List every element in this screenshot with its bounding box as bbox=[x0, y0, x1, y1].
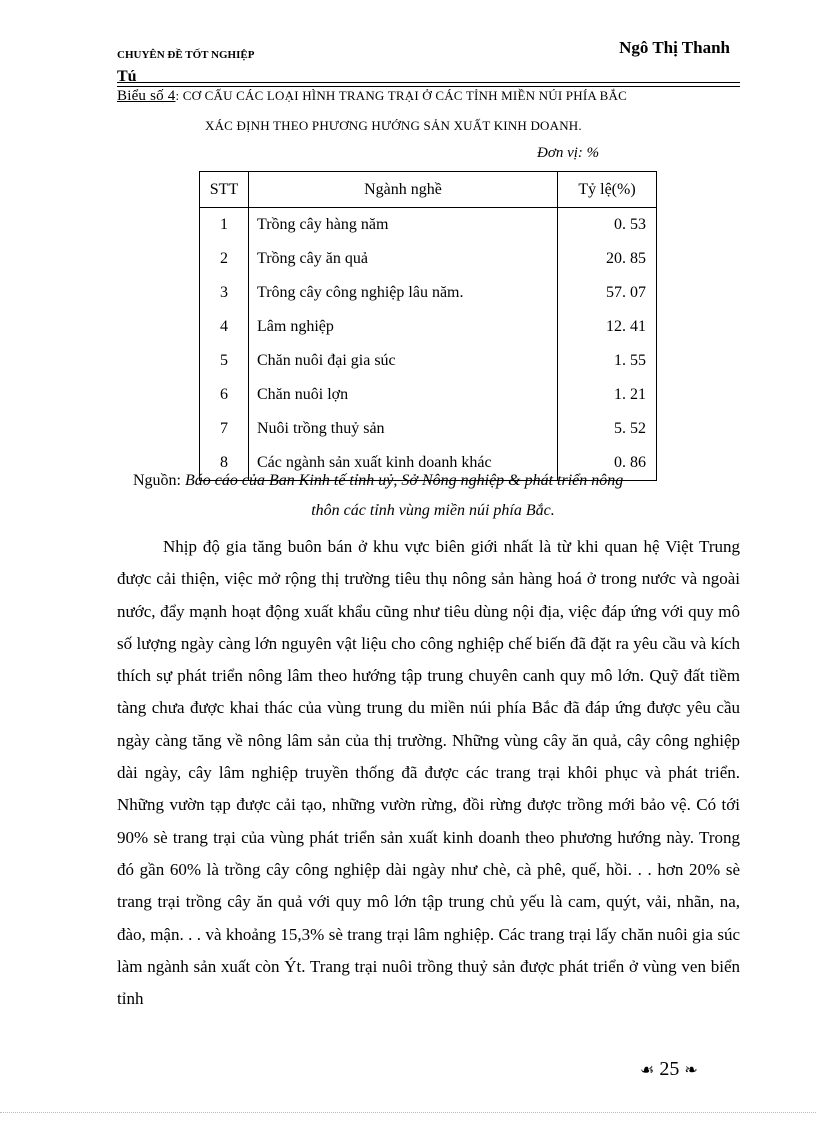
header-divider bbox=[117, 82, 740, 87]
row-sector: Lâm nghiệp bbox=[249, 310, 558, 344]
caption-subtitle: XÁC ĐỊNH THEO PHƯƠNG HƯỚNG SẢN XUẤT KINH DOANH. bbox=[205, 118, 582, 133]
page-number bbox=[640, 1058, 698, 1081]
table-row bbox=[200, 378, 657, 412]
row-sector: Chăn nuôi lợn bbox=[249, 378, 558, 412]
page-bottom-border bbox=[0, 1112, 816, 1113]
table-row bbox=[200, 242, 657, 276]
row-rate: 20. 85 bbox=[558, 242, 657, 276]
header-author: Ngô Thị Thanh bbox=[619, 38, 730, 57]
row-rate: 0. 86 bbox=[558, 446, 657, 481]
row-stt: 8 bbox=[200, 446, 249, 481]
col-header-stt: STT bbox=[200, 172, 249, 208]
col-header-rate: Tỷ lệ(%) bbox=[558, 172, 657, 208]
page-number-value: 25 bbox=[659, 1058, 680, 1080]
header-author-cont: Tú bbox=[117, 68, 137, 85]
caption-title: : CƠ CẤU CÁC LOẠI HÌNH TRANG TRẠI Ở CÁC TỈNH MIỀN NÚI PHÍA BẮC bbox=[175, 88, 627, 103]
row-sector: Chăn nuôi đại gia súc bbox=[249, 344, 558, 378]
table-row bbox=[200, 208, 657, 243]
row-rate: 57. 07 bbox=[558, 276, 657, 310]
row-stt: 6 bbox=[200, 378, 249, 412]
row-rate: 1. 55 bbox=[558, 344, 657, 378]
ornament-left-icon: ☙ bbox=[640, 1062, 655, 1079]
table-row bbox=[200, 276, 657, 310]
row-rate: 12. 41 bbox=[558, 310, 657, 344]
row-stt: 4 bbox=[200, 310, 249, 344]
row-sector: Trông cây công nghiệp lâu năm. bbox=[249, 276, 558, 310]
unit-label: Đơn vị: % bbox=[537, 145, 600, 161]
row-sector: Trồng cây hàng năm bbox=[249, 208, 558, 243]
row-sector: Các ngành sản xuất kinh doanh khác bbox=[249, 446, 558, 481]
row-sector: Nuôi trồng thuỷ sản bbox=[249, 412, 558, 446]
row-stt: 1 bbox=[200, 208, 249, 243]
header-subject: CHUYÊN ĐỀ TỐT NGHIỆP bbox=[117, 49, 255, 61]
table-row bbox=[200, 310, 657, 344]
table-caption bbox=[117, 88, 627, 105]
source-text-line1: Báo cáo của Ban Kinh tế tỉnh uỷ, Sở Nông nghiệp & phát triển nông bbox=[185, 472, 624, 489]
table-header-row bbox=[200, 172, 657, 208]
row-sector: Trồng cây ăn quả bbox=[249, 242, 558, 276]
row-stt: 5 bbox=[200, 344, 249, 378]
source-note bbox=[133, 466, 753, 526]
row-stt: 2 bbox=[200, 242, 249, 276]
table-row bbox=[200, 344, 657, 378]
table-row bbox=[200, 412, 657, 446]
ornament-right-icon: ❧ bbox=[684, 1062, 698, 1079]
body-text bbox=[117, 531, 740, 1015]
row-stt: 7 bbox=[200, 412, 249, 446]
row-rate: 1. 21 bbox=[558, 378, 657, 412]
row-rate: 5. 52 bbox=[558, 412, 657, 446]
source-text-line2: thôn các tỉnh vùng miền núi phía Bắc. bbox=[311, 502, 555, 519]
row-rate: 0. 53 bbox=[558, 208, 657, 243]
body-paragraph: Nhịp độ gia tăng buôn bán ở khu vực biên giới nhất là từ khi quan hệ Việt Trung được cải thiện, việc mở rộng thị trường tiêu thụ nông sản hàng hoá ở trong nước và ngoài nước, đẩy mạnh hoạt động xuất khẩu cũng như tiêu dùng nội địa, việc đáp ứng với quy mô số lượng ngày càng lớn nguyên vật liệu cho công nghiệp chế biến đã đặt ra yêu cầu và kích thích sự phát triển nông lâm theo hướng tập trung chuyên canh quy mô lớn. Quỹ đất tiềm tàng chưa được khai thác của vùng trung du miền núi phía Bắc đã đáp ứng được yêu cầu ngày càng tăng về nông lâm sản của thị trường. Những vùng cây ăn quả, cây công nghiệp dài ngày, cây lâm nghiệp truyền thống đã được các trang trại khôi phục và phát triển. Những vườn tạp được cải tạo, những vườn rừng, đồi rừng được trồng mới bảo vệ. Có tới 90% sè trang trại của vùng phát triển sản xuất kinh doanh theo phương hướng này. Trong đó gần 60% là trồng cây công nghiệp dài ngày như chè, cà phê, quế, hồi. . . hơn 20% sè trang trại trồng cây ăn quả với quy mô lớn tập trung chủ yếu là cam, quýt, vải, nhãn, na, đào, mận. . . và khoảng 15,3% sè trang trại lâm nghiệp. Các trang trại lấy chăn nuôi gia súc làm ngành sản xuất còn Ýt. Trang trại nuôi trồng thuỷ sản được phát triển ở vùng ven biển tỉnh bbox=[117, 537, 740, 1009]
col-header-sector: Ngành nghề bbox=[249, 172, 558, 208]
source-label: Nguồn: bbox=[133, 472, 181, 489]
farm-structure-table bbox=[199, 171, 657, 481]
caption-label: Biểu số 4 bbox=[117, 88, 176, 104]
row-stt: 3 bbox=[200, 276, 249, 310]
